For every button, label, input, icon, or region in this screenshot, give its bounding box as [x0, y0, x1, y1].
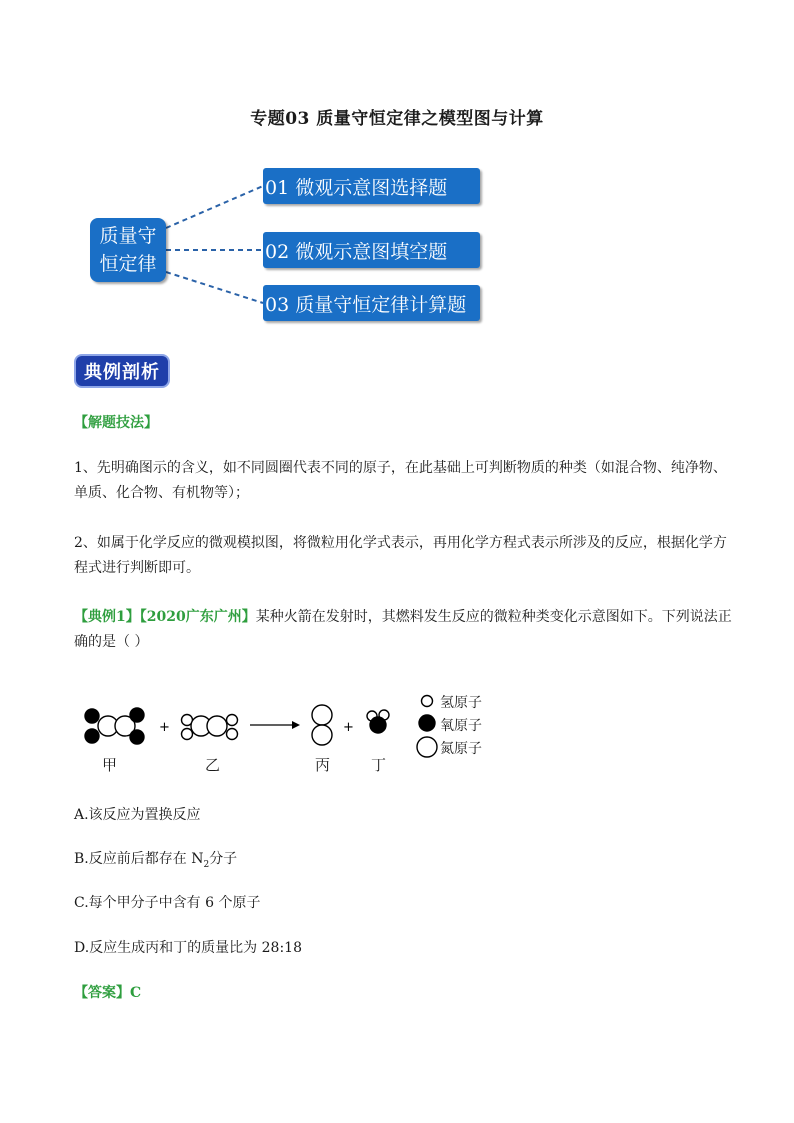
legend-nitrogen-symbol	[417, 737, 437, 757]
plus-sign-1: +	[159, 720, 170, 735]
mindmap-center-line2: 恒定律	[99, 253, 157, 275]
example-source: 【2020广东广州】	[139, 609, 256, 625]
legend-oxygen: 氧原子	[440, 718, 482, 734]
page-title: 专题03 质量守恒定律之模型图与计算	[250, 109, 544, 129]
choice-b-suffix: 分子	[209, 851, 238, 867]
tips-paragraph-2: 2、如属于化学反应的微观模拟图，将微粒用化学式表示，再用化学方程式表示所涉及的反应，根据化学方程式进行判断即可。	[74, 535, 727, 576]
reaction-arrow	[250, 721, 300, 729]
molecule-bing	[312, 705, 332, 745]
choice-c: C.每个甲分子中含有 6 个原子	[74, 895, 261, 911]
example-question	[74, 605, 734, 655]
label-yi: 乙	[205, 756, 221, 774]
answer-label: 【答案】	[74, 985, 130, 1001]
answer-value: C	[130, 985, 142, 1001]
mindmap-branch-2: 02 微观示意图填空题	[263, 232, 480, 268]
choice-b-subscript: 2	[203, 859, 210, 870]
section-badge: 典例剖析	[74, 354, 170, 388]
choice-b	[74, 848, 237, 870]
label-jia: 甲	[102, 756, 118, 774]
legend-nitrogen: 氮原子	[440, 741, 482, 757]
mindmap-branch-3: 03 质量守恒定律计算题	[263, 285, 480, 321]
legend-hydrogen-symbol	[422, 696, 433, 707]
legend-oxygen-symbol	[419, 715, 435, 731]
legend	[440, 692, 482, 761]
mindmap-branch-1: 01 微观示意图选择题	[263, 168, 480, 204]
molecule-ding	[367, 710, 389, 733]
example-label: 【典例1】	[74, 609, 140, 625]
connector-line-1	[166, 186, 263, 228]
answer	[74, 982, 141, 1002]
choice-a: A.该反应为置换反应	[74, 807, 201, 823]
choice-b-text: B.反应前后都存在 N	[74, 851, 204, 867]
label-ding: 丁	[371, 756, 387, 774]
tips-paragraph-1: 1、先明确图示的含义，如不同圆圈代表不同的原子，在此基础上可判断物质的种类（如混合物、纯净物、单质、化合物、有机物等）；	[74, 460, 727, 501]
connector-line-3	[166, 272, 263, 303]
mindmap-center	[90, 218, 166, 282]
molecule-jia	[85, 708, 144, 744]
example-question-text: 某种火箭在发射时，其燃料发生反应的微粒种类变化示意图如下。下列说法正确的是（ ）	[74, 609, 732, 650]
tips-label: 【解题技法】	[74, 415, 158, 431]
legend-hydrogen: 氢原子	[440, 695, 482, 711]
mindmap-center-line1: 质量守	[99, 225, 157, 247]
legend-symbols	[417, 696, 437, 758]
choice-d: D.反应生成丙和丁的质量比为 28:18	[74, 940, 302, 956]
molecule-yi	[182, 715, 238, 740]
plus-sign-2: +	[343, 720, 354, 735]
label-bing: 丙	[315, 756, 331, 774]
